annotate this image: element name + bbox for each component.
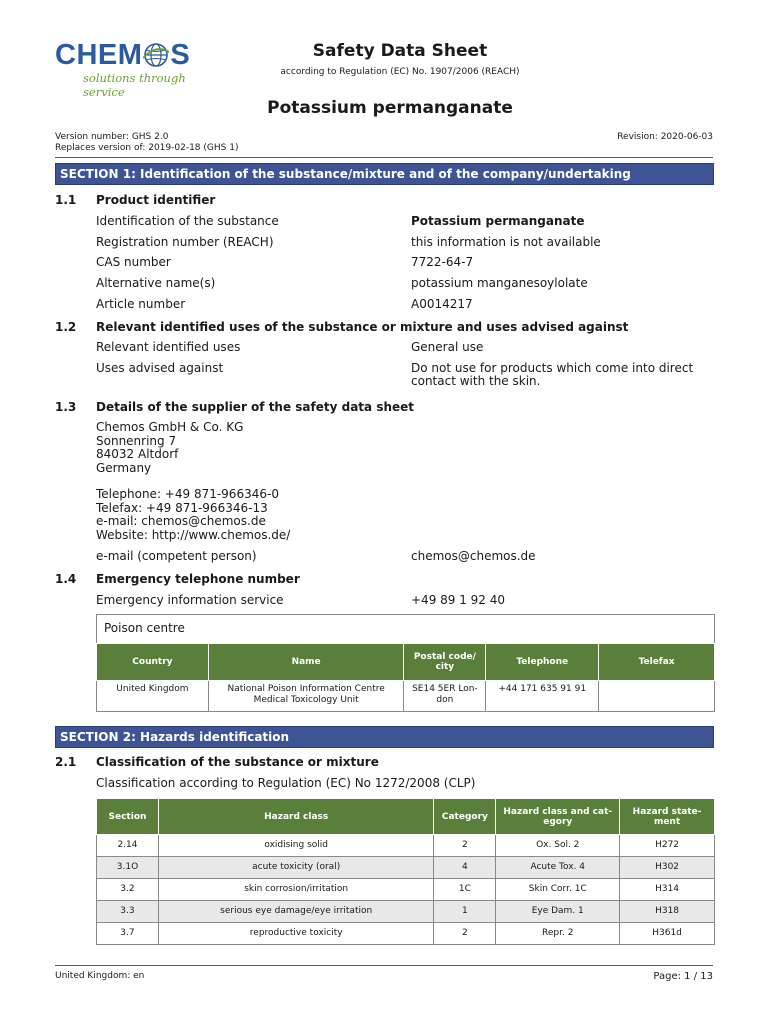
table-row [97, 879, 715, 901]
table-row [97, 681, 715, 712]
table-header-row [97, 644, 715, 681]
cell-class-category: Repr. 2 [496, 923, 620, 945]
field-value [411, 362, 693, 388]
document-subtitle: according to Regulation (EC) No. 1907/2006 (REACH) [280, 67, 520, 77]
table-row [97, 835, 715, 857]
cell-line: National Poison Information Centre [227, 684, 385, 694]
field-label: Emergency information service [96, 593, 284, 607]
cell-statement: H272 [620, 835, 715, 857]
field-label: Uses advised against [96, 361, 224, 375]
field-label: e-mail (competent person) [96, 549, 257, 563]
product-title: Potassium permanganate [267, 98, 513, 118]
cell-category: 1 [434, 901, 496, 923]
logo-tagline: solutions through service [83, 71, 186, 99]
cell-statement: H361d [620, 923, 715, 945]
column-header: Telefax [599, 644, 715, 681]
footer-language: United Kingdom: en [55, 971, 145, 981]
subsection-title: Relevant identified uses of the substance or mixture and uses advised against [96, 320, 629, 334]
field-label: Alternative name(s) [96, 276, 216, 290]
field-value: potassium manganesoylolate [411, 276, 588, 290]
cell-line: Medical Toxicology Unit [253, 695, 359, 705]
hazard-classification-table [96, 798, 715, 945]
cell-section: 3.2 [97, 879, 159, 901]
cell-class-category: Skin Corr. 1C [496, 879, 620, 901]
version-number: Version number: GHS 2.0 [55, 132, 169, 142]
column-header: Section [97, 799, 159, 835]
field-value: General use [411, 340, 484, 354]
cell-name [208, 681, 404, 712]
telephone-line: Telephone: +49 871-966346-0 [96, 487, 279, 501]
cell-hazard-class: oxidising solid [158, 835, 433, 857]
field-value: +49 89 1 92 40 [411, 593, 506, 607]
field-value: chemos@chemos.de [411, 549, 536, 563]
column-header: Hazard class and cat- egory [496, 799, 620, 835]
column-header: Category [434, 799, 496, 835]
column-header: Hazard class [158, 799, 433, 835]
company-logo [55, 39, 205, 99]
cell-section: 3.3 [97, 901, 159, 923]
page-number: Page: 1 / 13 [653, 971, 713, 982]
cell-hazard-class: serious eye damage/eye irritation [158, 901, 433, 923]
revision-date: Revision: 2020-06-03 [617, 132, 713, 142]
logo-wordmark [55, 40, 205, 70]
subsection-number: 1.4 [55, 572, 77, 586]
cell-telefax [599, 681, 715, 712]
website-line: Website: http://www.chemos.de/ [96, 527, 291, 542]
subsection-title: Classification of the substance or mixture [96, 755, 379, 769]
field-label: Relevant identified uses [96, 340, 241, 354]
address-line: Sonnenring 7 [96, 433, 177, 448]
section-1-header: SECTION 1: Identification of the substance/mixture and of the company/undertaking [55, 163, 714, 185]
cell-class-category: Acute Tox. 4 [496, 857, 620, 879]
table-header-row [97, 799, 715, 835]
table-row [97, 857, 715, 879]
subsection-number: 1.1 [55, 193, 77, 207]
footer-divider [55, 965, 713, 966]
subsection-number: 1.2 [55, 320, 77, 334]
supplier-address [96, 421, 243, 475]
cell-section: 3.1O [97, 857, 159, 879]
address-line: 84032 Altdorf [96, 447, 179, 461]
field-label: CAS number [96, 255, 171, 269]
section-2-header: SECTION 2: Hazards identification [55, 726, 714, 748]
cell-country: United Kingdom [97, 681, 209, 712]
column-header: Telephone [486, 644, 599, 681]
cell-statement: H318 [620, 901, 715, 923]
subsection-number: 2.1 [55, 755, 77, 769]
cell-statement: H314 [620, 879, 715, 901]
cell-category: 4 [434, 857, 496, 879]
cell-hazard-class: reproductive toxicity [158, 923, 433, 945]
cell-telephone: +44 171 635 91 91 [486, 681, 599, 712]
cell-postal [404, 681, 486, 712]
document-title: Safety Data Sheet [312, 41, 488, 61]
field-label: Identification of the substance [96, 214, 279, 228]
cell-category: 2 [434, 923, 496, 945]
table-row [97, 901, 715, 923]
field-value: A0014217 [411, 297, 473, 311]
cell-statement: H302 [620, 857, 715, 879]
address-line: Germany [96, 460, 152, 475]
cell-category: 2 [434, 835, 496, 857]
subsection-number: 1.3 [55, 400, 77, 414]
field-label: Registration number (REACH) [96, 235, 274, 249]
subsection-title: Details of the supplier of the safety data sheet [96, 400, 415, 414]
field-value-line: contact with the skin. [411, 374, 541, 388]
version-info [55, 132, 238, 154]
subsection-title: Emergency telephone number [96, 572, 300, 586]
classification-caption: Classification according to Regulation (EC) No 1272/2008 (CLP) [96, 776, 476, 790]
field-value: 7722-64-7 [411, 255, 474, 269]
column-header: Hazard state- ment [620, 799, 715, 835]
cell-section: 3.7 [97, 923, 159, 945]
cell-line: don [436, 695, 454, 705]
poison-centre-table [96, 643, 715, 712]
cell-hazard-class: acute toxicity (oral) [158, 857, 433, 879]
logo-text-right: S [170, 39, 191, 71]
column-header: Postal code/ city [404, 644, 486, 681]
replaces-version: Replaces version of: 2019-02-18 (GHS 1) [55, 143, 239, 153]
table-row [97, 923, 715, 945]
email-line: e-mail: chemos@chemos.de [96, 514, 266, 528]
logo-text-left: CHEM [55, 39, 143, 71]
globe-icon [143, 42, 169, 68]
header-divider [55, 157, 713, 158]
field-value: this information is not available [411, 235, 601, 249]
cell-line: SE14 5ER Lon- [412, 684, 478, 694]
supplier-contact [96, 488, 290, 542]
field-label: Article number [96, 297, 186, 311]
cell-hazard-class: skin corrosion/irritation [158, 879, 433, 901]
telefax-line: Telefax: +49 871-966346-13 [96, 500, 268, 515]
address-line: Chemos GmbH & Co. KG [96, 420, 244, 434]
subsection-title: Product identifier [96, 193, 216, 207]
field-value-line: Do not use for products which come into direct [411, 361, 694, 375]
column-header: Country [97, 644, 209, 681]
cell-section: 2.14 [97, 835, 159, 857]
cell-class-category: Ox. Sol. 2 [496, 835, 620, 857]
poison-centre-caption: Poison centre [104, 621, 185, 635]
cell-category: 1C [434, 879, 496, 901]
cell-class-category: Eye Dam. 1 [496, 901, 620, 923]
field-value: Potassium permanganate [411, 214, 585, 228]
column-header: Name [208, 644, 404, 681]
